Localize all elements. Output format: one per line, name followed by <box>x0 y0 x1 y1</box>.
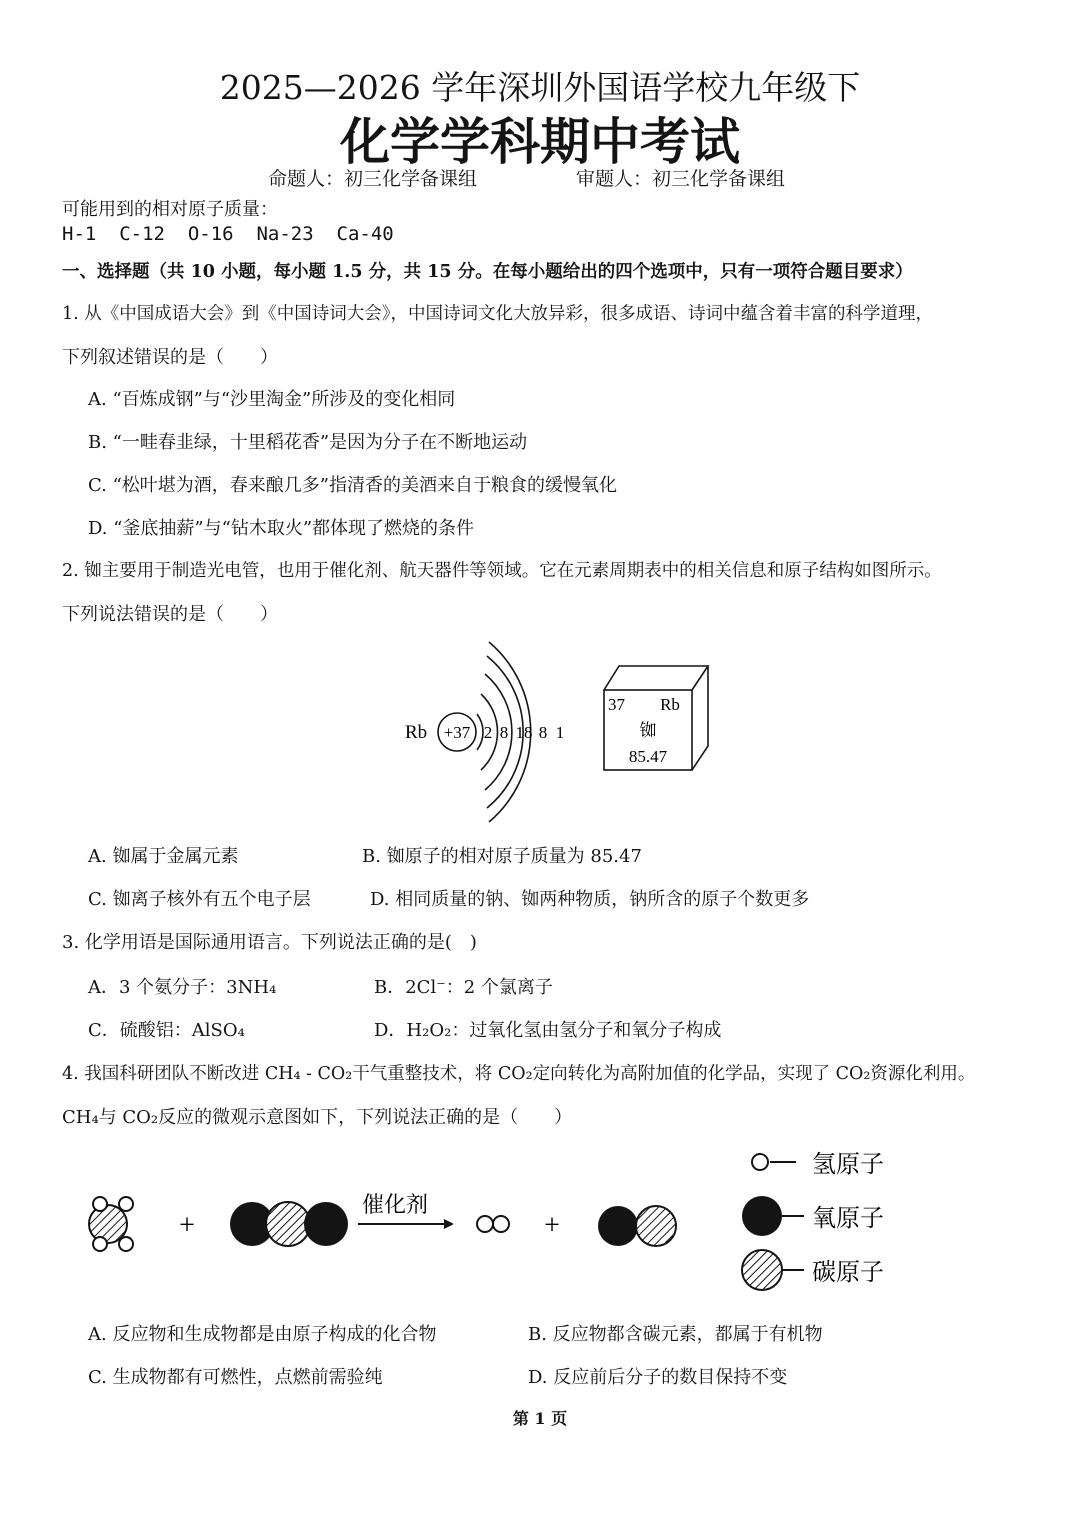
q1-option-c: C. “松叶堪为酒，春来酿几多”指清香的美酒来自于粮食的缓慢氧化 <box>88 475 617 496</box>
atomic-mass-label: 可能用到的相对原子质量： <box>62 199 278 220</box>
hydrogen-legend-icon <box>752 1154 768 1170</box>
atom-legend <box>742 1151 884 1290</box>
q3-option-d: D．H₂O₂：过氧化氢由氢分子和氧分子构成 <box>374 1020 722 1041</box>
carbon-monoxide-molecule <box>598 1206 676 1246</box>
q4-option-c: C. 生成物都有可燃性，点燃前需验纯 <box>88 1367 383 1388</box>
q2-option-d: D. 相同质量的钠、铷两种物质，钠所含的原子个数更多 <box>370 889 810 910</box>
plus-sign-1: + <box>179 1210 195 1241</box>
q3-stem: 3. 化学用语是国际通用语言。下列说法正确的是( ) <box>62 932 477 953</box>
legend-oxygen: 氧原子 <box>812 1206 884 1232</box>
q4-option-b: B. 反应物都含碳元素，都属于有机物 <box>528 1324 823 1345</box>
reaction-diagram <box>80 1140 920 1300</box>
shell-electrons-3: 18 <box>515 723 533 742</box>
shell-electrons-4: 8 <box>538 723 548 742</box>
atom-symbol: Rb <box>405 722 428 743</box>
q4-stem-line2: CH₄与 CO₂反应的微观示意图如下，下列说法正确的是（ ） <box>62 1107 573 1128</box>
arrow-head <box>444 1219 454 1229</box>
cell-atomic-number: 37 <box>608 695 625 714</box>
atomic-mass-values: H-1 C-12 O-16 Na-23 Ca-40 <box>62 223 394 245</box>
q1-option-d: D. “釜底抽薪”与“钻木取火”都体现了燃烧的条件 <box>88 518 475 539</box>
cell-symbol: Rb <box>660 695 680 714</box>
q3-option-c: C．硫酸铝：AlSO₄ <box>88 1020 245 1041</box>
q4-stem-line1: 4. 我国科研团队不断改进 CH₄ - CO₂干气重整技术，将 CO₂定向转化为高附加值的化学品，实现了 CO₂资源化利用。 <box>62 1064 976 1084</box>
section-heading: 一、选择题（共 10 小题，每小题 1.5 分，共 15 分。在每小题给出的四个选项中，只有一项符合题目要求） <box>62 262 913 282</box>
q2-option-b: B. 铷原子的相对原子质量为 85.47 <box>362 846 642 867</box>
nucleus-charge: +37 <box>443 723 471 742</box>
periodic-table-cell <box>604 666 708 770</box>
oxygen-legend-icon <box>742 1196 782 1236</box>
q1-stem-line1: 1. 从《中国成语大会》到《中国诗词大会》，中国诗词文化大放异彩，很多成语、诗词中蕴含着丰富的科学道理， <box>62 304 934 324</box>
q2-stem-line2: 下列说法错误的是（ ） <box>62 604 278 625</box>
carbon-dioxide-molecule <box>230 1202 348 1246</box>
q4-option-d: D. 反应前后分子的数目保持不变 <box>528 1367 788 1388</box>
exam-header-line: 2025—2026 学年深圳外国语学校九年级下 <box>219 68 861 107</box>
exam-title: 化学学科期中考试 <box>340 112 740 171</box>
shell-electrons-2: 8 <box>499 723 509 742</box>
plus-sign-2: + <box>544 1210 560 1241</box>
rubidium-figure <box>395 640 715 830</box>
page-number: 第 1 页 <box>512 1409 568 1428</box>
q1-option-a: A. “百炼成钢”与“沙里淘金”所涉及的变化相同 <box>88 389 456 410</box>
shell-electrons-5: 1 <box>555 723 565 742</box>
hydrogen-molecule <box>477 1216 509 1232</box>
shell-electrons-1: 2 <box>483 723 493 742</box>
q2-option-c: C. 铷离子核外有五个电子层 <box>88 889 311 910</box>
q3-option-b: B．2Cl⁻：2 个氯离子 <box>374 977 553 998</box>
q3-option-a: A．3 个氨分子：3NH₄ <box>88 977 277 998</box>
q2-option-a: A. 铷属于金属元素 <box>88 846 239 867</box>
legend-hydrogen: 氢原子 <box>812 1152 884 1178</box>
legend-carbon: 碳原子 <box>812 1260 884 1286</box>
cell-name: 铷 <box>639 721 657 740</box>
author-line: 命题人：初三化学备课组 <box>268 168 478 190</box>
q1-stem-line2: 下列叙述错误的是（ ） <box>62 347 278 368</box>
cell-mass: 85.47 <box>628 747 668 766</box>
q1-option-b: B. “一畦春韭绿，十里稻花香”是因为分子在不断地运动 <box>88 432 528 453</box>
reviewer-line: 审题人：初三化学备课组 <box>576 168 786 190</box>
carbon-legend-icon <box>742 1250 782 1290</box>
methane-molecule <box>89 1197 133 1251</box>
q2-stem-line1: 2. 铷主要用于制造光电管，也用于催化剂、航天器件等领域。它在元素周期表中的相关信息和原子结构如图所示。 <box>62 561 942 581</box>
shell-arc-1 <box>477 714 483 750</box>
q4-option-a: A. 反应物和生成物都是由原子构成的化合物 <box>88 1324 437 1345</box>
catalyst-label: 催化剂 <box>361 1192 429 1217</box>
